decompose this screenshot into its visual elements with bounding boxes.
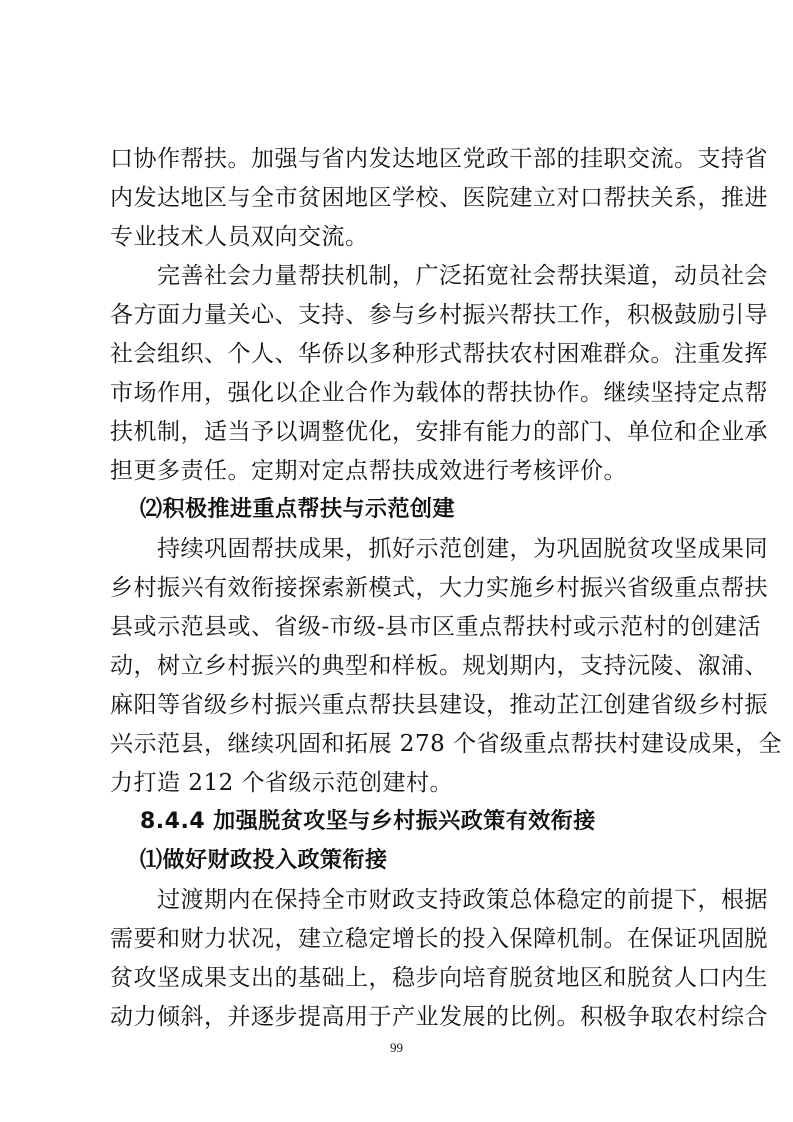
- paragraph-line: 担更多责任。定期对定点帮扶成效进行考核评价。: [110, 458, 627, 484]
- paragraph-line: 乡村振兴有效衔接探索新模式，大力实施乡村振兴省级重点帮扶: [110, 575, 768, 601]
- paragraph-line: 市场作用，强化以企业合作为载体的帮扶协作。继续坚持定点帮: [110, 380, 768, 406]
- paragraph-line: 麻阳等省级乡村振兴重点帮扶县建设，推动芷江创建省级乡村振: [110, 692, 768, 718]
- section-heading: ⑵积极推进重点帮扶与示范创建: [140, 497, 456, 522]
- paragraph-line: 需要和财力状况，建立稳定增长的投入保障机制。在保证巩固脱: [110, 926, 768, 952]
- paragraph-line: 动力倾斜，并逐步提高用于产业发展的比例。积极争取农村综合: [110, 1004, 768, 1030]
- paragraph-line: 内发达地区与全市贫困地区学校、医院建立对口帮扶关系，推进: [110, 185, 768, 211]
- section-heading: 8.4.4 加强脱贫攻坚与乡村振兴政策有效衔接: [140, 809, 596, 834]
- paragraph-line: 持续巩固帮扶成果，抓好示范创建，为巩固脱贫攻坚成果同: [110, 536, 768, 562]
- paragraph-line: 动，树立乡村振兴的典型和样板。规划期内，支持沅陵、溆浦、: [110, 653, 768, 679]
- paragraph-line: 完善社会力量帮扶机制，广泛拓宽社会帮扶渠道，动员社会: [110, 263, 768, 289]
- page-number: 99: [390, 1040, 403, 1055]
- paragraph-line: 扶机制，适当予以调整优化，安排有能力的部门、单位和企业承: [110, 419, 768, 445]
- paragraph-line: 专业技术人员双向交流。: [110, 224, 369, 250]
- paragraph-line: 各方面力量关心、支持、参与乡村振兴帮扶工作，积极鼓励引导: [110, 302, 768, 328]
- paragraph-line: 贫攻坚成果支出的基础上，稳步向培育脱贫地区和脱贫人口内生: [110, 965, 768, 991]
- paragraph-line: 社会组织、个人、华侨以多种形式帮扶农村困难群众。注重发挥: [110, 341, 768, 367]
- subsection-heading: ⑴做好财政投入政策衔接: [140, 848, 388, 873]
- paragraph-line: 过渡期内在保持全市财政支持政策总体稳定的前提下，根据: [110, 887, 768, 913]
- paragraph-line: 县或示范县或、省级-市级-县市区重点帮扶村或示范村的创建活: [110, 614, 762, 640]
- paragraph-line: 力打造 212 个省级示范创建村。: [110, 770, 454, 796]
- paragraph-line: 兴示范县，继续巩固和拓展 278 个省级重点帮扶村建设成果，全: [110, 731, 783, 757]
- paragraph-line: 口协作帮扶。加强与省内发达地区党政干部的挂职交流。支持省: [110, 146, 768, 172]
